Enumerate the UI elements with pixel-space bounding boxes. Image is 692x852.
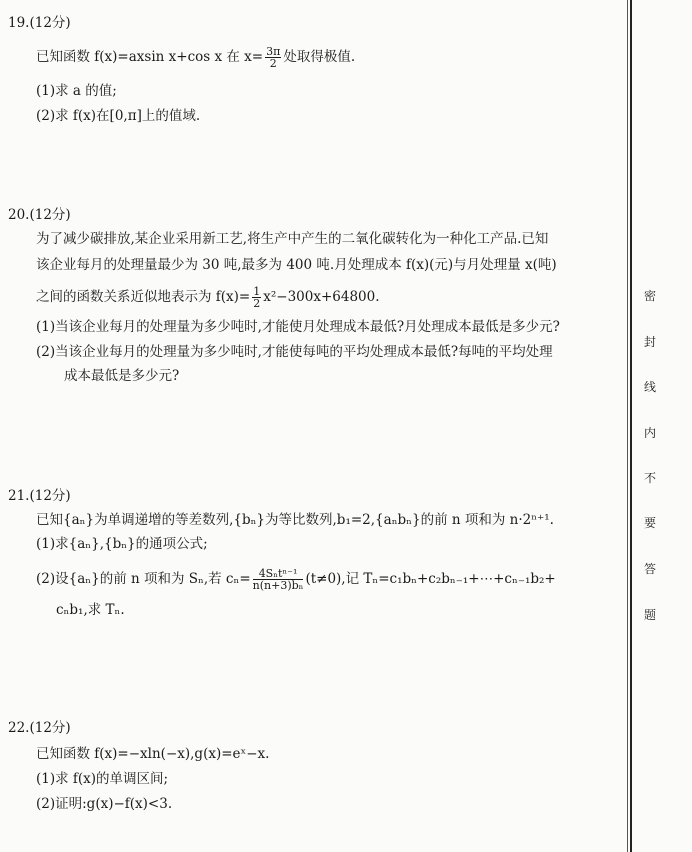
q19-fraction [265,46,281,69]
q22-part1: (1)求 f(x)的单调区间; [36,771,169,787]
seal-char-6: 要 [643,516,656,530]
q21-fraction [253,568,304,591]
q21-line1: 已知{aₙ}为单调递增的等差数列,{bₙ}为等比数列,b₁=2,{aₙbₙ}的前 n 项和为 n·2ⁿ⁺¹. [36,512,554,528]
seal-char-7: 答 [643,562,656,576]
q21-frac-num: 4Sₙtⁿ⁻¹ [253,568,304,580]
q20-part2-a: (2)当该企业每月的处理量为多少吨时,才能使每吨的平均处理成本最低?每吨的平均处理 [36,344,553,360]
q19-stem [36,46,355,69]
seal-char-8: 题 [643,608,656,622]
q21-frac-den: n(n+3)bₙ [252,579,304,592]
q20-line3 [36,286,380,309]
q21-part2-a [36,568,556,591]
q21-part2-post: (t≠0),记 Tₙ=c₁bₙ+c₂bₙ₋₁+⋯+cₙ₋₁b₂+ [305,571,556,587]
q19-stem-b: 处取得极值. [283,49,356,65]
seal-char-4: 内 [643,426,656,440]
q19-part2: (2)求 f(x)在[0,π]上的值域. [36,108,201,124]
q22-title: 22.(12分) [8,720,71,736]
q22-line1: 已知函数 f(x)=−xln(−x),g(x)=eˣ−x. [36,746,270,762]
margin-divider-thin [627,0,628,852]
seal-char-2: 封 [643,335,656,349]
q20-line3-a: 之间的函数关系近似地表示为 f(x)= [36,289,251,305]
q22-part2: (2)证明:g(x)−f(x)<3. [36,796,173,812]
q19-title: 19.(12分) [8,15,71,31]
q20-line3-b: x²−300x+64800. [263,289,380,305]
q21-part1: (1)求{aₙ},{bₙ}的通项公式; [36,536,208,552]
seal-char-3: 线 [643,380,656,394]
q20-fraction [252,286,261,309]
margin-divider-thick [630,0,632,852]
q20-part2-b: 成本最低是多少元? [64,368,180,384]
q19-stem-a: 已知函数 f(x)=axsin x+cos x 在 x= [36,49,264,65]
seal-char-5: 不 [643,471,656,485]
q20-frac-den: 2 [253,297,261,310]
q20-line2: 该企业每月的处理量最少为 30 吨,最多为 400 吨.月处理成本 f(x)(元)与月处理量 x(吨) [36,257,557,273]
q19-frac-den: 2 [269,57,277,70]
q20-line1: 为了减少碳排放,某企业采用新工艺,将生产中产生的二氧化碳转化为一种化工产品.已知 [36,231,549,247]
q19-frac-num: 3π [266,45,281,58]
q21-title: 21.(12分) [8,488,71,504]
seal-char-1: 密 [643,289,656,303]
q21-part2-c: cₙb₁,求 Tₙ. [56,602,125,618]
q19-part1: (1)求 a 的值; [36,83,117,99]
q21-part2-pre: (2)设{aₙ}的前 n 项和为 Sₙ,若 cₙ= [36,571,251,587]
q20-part1: (1)当该企业每月的处理量为多少吨时,才能使月处理成本最低?月处理成本最低是多少元? [36,319,560,335]
q20-title: 20.(12分) [8,207,71,223]
q20-frac-num: 1 [253,285,261,298]
